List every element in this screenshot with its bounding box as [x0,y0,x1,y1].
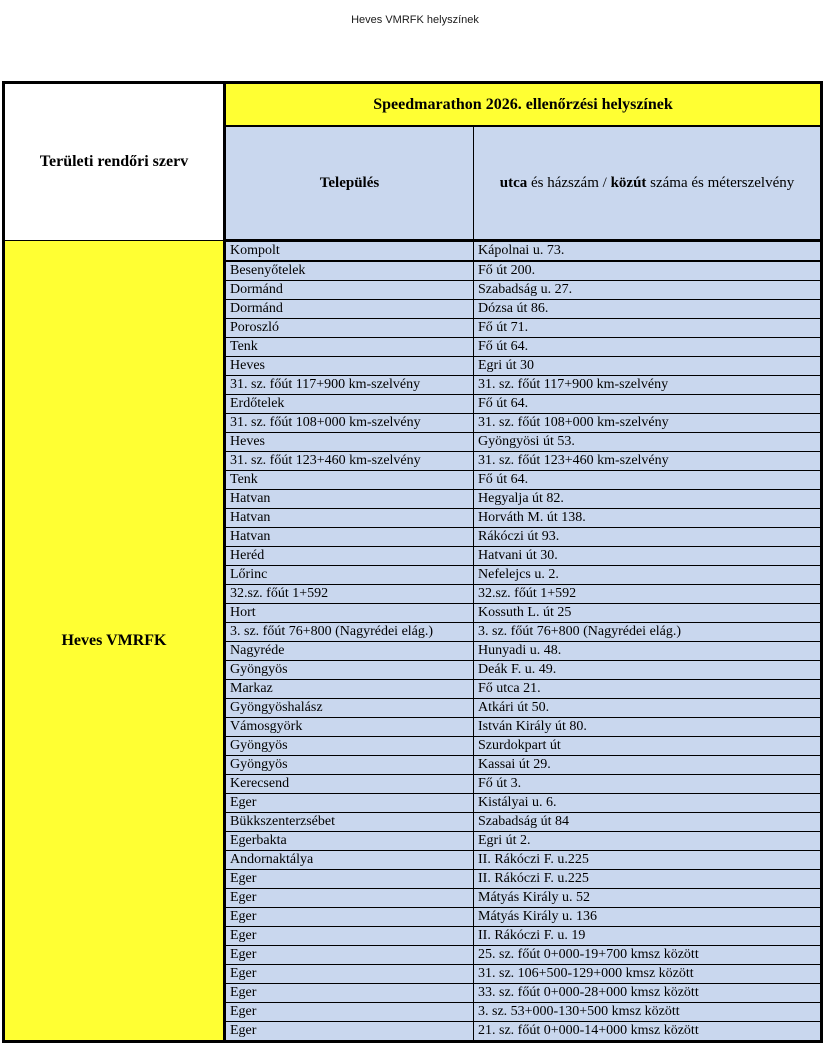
cell-utca: Fő út 71. [474,319,822,338]
cell-telepules: 31. sz. főút 108+000 km-szelvény [225,414,474,433]
cell-telepules: Eger [225,1003,474,1022]
header-utca-mid: és házszám / [527,174,611,191]
locations-table [2,81,823,1043]
cell-telepules: Eger [225,927,474,946]
cell-telepules: Vámosgyörk [225,718,474,737]
cell-utca: 31. sz. 106+500-129+000 kmsz között [474,965,822,984]
cell-utca: 32.sz. főút 1+592 [474,585,822,604]
cell-telepules: Lőrinc [225,566,474,585]
cell-telepules: 32.sz. főút 1+592 [225,585,474,604]
header-utca-bold: utca [499,174,528,191]
cell-utca: Deák F. u. 49. [474,661,822,680]
cell-utca: 31. sz. főút 108+000 km-szelvény [474,414,822,433]
cell-utca: Atkári út 50. [474,699,822,718]
cell-utca: Fő út 200. [474,261,822,281]
cell-utca: II. Rákóczi F. u.225 [474,870,822,889]
cell-telepules: Heves [225,433,474,452]
header-row-main [4,83,822,127]
cell-telepules: Gyöngyös [225,661,474,680]
cell-utca: 3. sz. 53+000-130+500 kmsz között [474,1003,822,1022]
cell-utca: Egri út 2. [474,832,822,851]
cell-telepules: Eger [225,889,474,908]
cell-utca: Rákóczi út 93. [474,528,822,547]
column-header-telepules: Település [225,126,474,241]
cell-telepules: Nagyréde [225,642,474,661]
cell-telepules: Gyöngyös [225,756,474,775]
cell-utca: Hegyalja út 82. [474,490,822,509]
cell-utca: Kistályai u. 6. [474,794,822,813]
cell-telepules: Hatvan [225,490,474,509]
cell-utca: Fő út 3. [474,775,822,794]
cell-utca: Fő út 64. [474,338,822,357]
cell-utca: II. Rákóczi F. u.225 [474,851,822,870]
header-kozut-bold: közút [610,174,647,191]
cell-utca: Szurdokpart út [474,737,822,756]
cell-utca: Hunyadi u. 48. [474,642,822,661]
cell-telepules: Andornaktálya [225,851,474,870]
org-name-cell: Heves VMRFK [4,241,225,1042]
cell-utca: Fő út 64. [474,395,822,414]
cell-utca: 33. sz. főút 0+000-28+000 kmsz között [474,984,822,1003]
cell-utca: 25. sz. főút 0+000-19+700 kmsz között [474,946,822,965]
cell-utca: Egri út 30 [474,357,822,376]
cell-telepules: Hatvan [225,509,474,528]
cell-telepules: Kerecsend [225,775,474,794]
cell-utca: 31. sz. főút 117+900 km-szelvény [474,376,822,395]
cell-utca: 21. sz. főút 0+000-14+000 kmsz között [474,1022,822,1042]
cell-utca: 31. sz. főút 123+460 km-szelvény [474,452,822,471]
cell-utca: 3. sz. főút 76+800 (Nagyrédei elág.) [474,623,822,642]
cell-telepules: Eger [225,1022,474,1042]
cell-telepules: Tenk [225,471,474,490]
cell-utca: Hatvani út 30. [474,547,822,566]
cell-utca: Szabadság út 84 [474,813,822,832]
cell-telepules: Eger [225,870,474,889]
cell-telepules: Markaz [225,680,474,699]
cell-telepules: Besenyőtelek [225,261,474,281]
org-column-header: Területi rendőri szerv [4,83,225,241]
table-row [4,241,822,262]
cell-utca: Mátyás Király u. 136 [474,908,822,927]
cell-utca: Gyöngyösi út 53. [474,433,822,452]
cell-utca: II. Rákóczi F. u. 19 [474,927,822,946]
cell-utca: Kassai út 29. [474,756,822,775]
cell-telepules: Dormánd [225,281,474,300]
cell-telepules: Egerbakta [225,832,474,851]
cell-utca: Kápolnai u. 73. [474,241,822,262]
cell-utca: István Király út 80. [474,718,822,737]
cell-utca: Dózsa út 86. [474,300,822,319]
cell-utca: Kossuth L. út 25 [474,604,822,623]
cell-telepules: Hort [225,604,474,623]
page-title: Heves VMRFK helyszínek [351,14,479,26]
cell-telepules: Poroszló [225,319,474,338]
cell-telepules: Gyöngyöshalász [225,699,474,718]
cell-telepules: Heréd [225,547,474,566]
cell-telepules: Bükkszenterzsébet [225,813,474,832]
cell-telepules: Erdőtelek [225,395,474,414]
cell-telepules: Tenk [225,338,474,357]
column-header-utca [474,126,822,241]
cell-telepules: Dormánd [225,300,474,319]
cell-utca: Horváth M. út 138. [474,509,822,528]
cell-utca: Fő utca 21. [474,680,822,699]
cell-telepules: Eger [225,946,474,965]
cell-utca: Mátyás Király u. 52 [474,889,822,908]
cell-telepules: Gyöngyös [225,737,474,756]
cell-utca: Nefelejcs u. 2. [474,566,822,585]
cell-telepules: Eger [225,794,474,813]
cell-telepules: 31. sz. főút 123+460 km-szelvény [225,452,474,471]
cell-utca: Fő út 64. [474,471,822,490]
cell-telepules: Heves [225,357,474,376]
header-utca-rest: száma és méterszelvény [646,174,795,191]
cell-telepules: Eger [225,908,474,927]
cell-telepules: Hatvan [225,528,474,547]
table-body [4,83,822,1042]
cell-telepules: Kompolt [225,241,474,262]
cell-utca: Szabadság u. 27. [474,281,822,300]
cell-telepules: 31. sz. főút 117+900 km-szelvény [225,376,474,395]
cell-telepules: Eger [225,984,474,1003]
cell-telepules: Eger [225,965,474,984]
cell-telepules: 3. sz. főút 76+800 (Nagyrédei elág.) [225,623,474,642]
main-header: Speedmarathon 2026. ellenőrzési helyszínek [225,83,822,127]
